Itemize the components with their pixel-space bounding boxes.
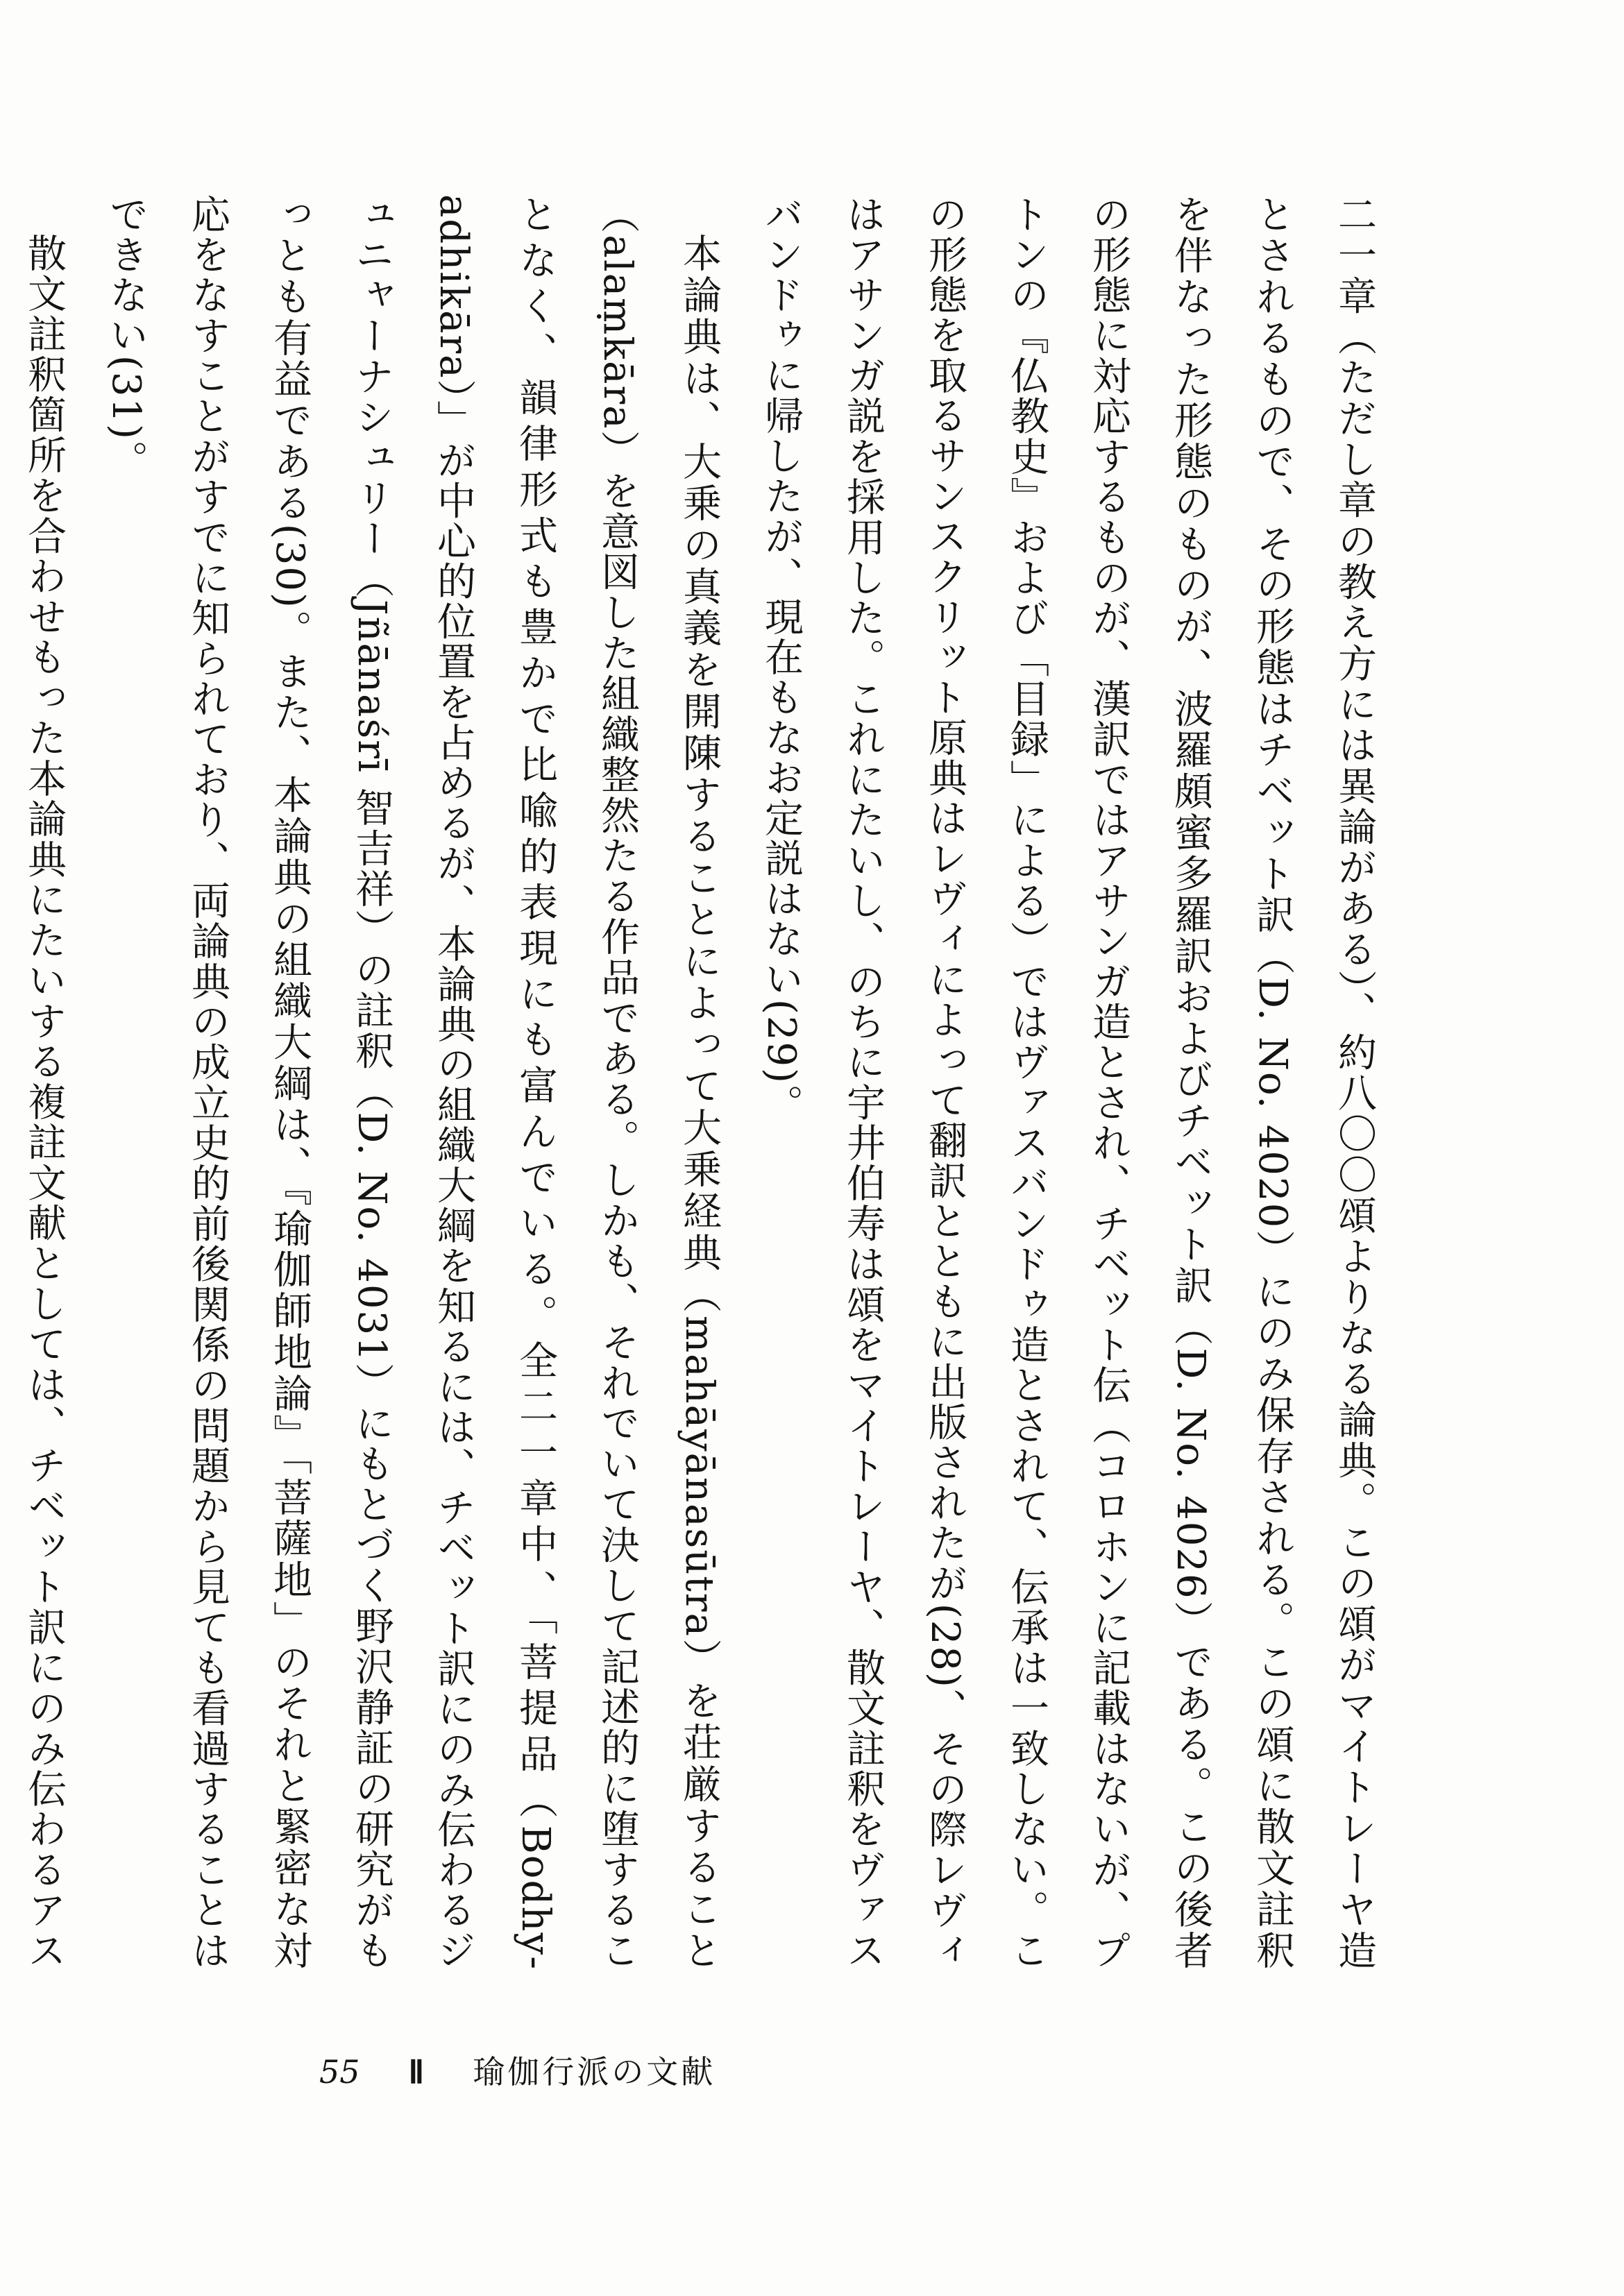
running-title: 瑜伽行派の文献 xyxy=(473,2053,716,2091)
paragraph-2: 本論典は、大乗の真義を開陳することによって大乗経典（mahāyānasūtra）を荘厳すること（alaṃkāra）を意図した組織整然たる作品である。しかも、それでいて決して記述的に堕することなく、韻律形式も豊かで比喩的表現にも富んでいる。全二一章中、「菩提品（Bodhy-adhikāra）」が中心的位置を占めるが、本論典の組織大綱を知るには、チベット訳にのみ伝わるジュニャーナシュリー（Jñānaśrī 智吉祥）の註釈（D. No. 4031）にもとづく野沢静証の研究がもっとも有益である(30)。また、本論典の組織大綱は、『瑜伽師地論』「菩薩地」のそれと緊密な対応をなすことがすでに知られており、両論典の成立史的前後関係の問題から見ても看過することはできない(31)。 xyxy=(103,194,722,1971)
page-footer xyxy=(319,2047,716,2093)
paragraph-1: 二一章（ただし章の教え方には異論がある）、約八〇〇頌よりなる論典。この頌がマイトレーヤ造とされるもので、その形態はチベット訳（D. No. 4020）にのみ保存される。この頌に散文註釈を伴なった形態のものが、波羅頗蜜多羅訳およびチベット訳（D. No. 4026）である。この後者の形態に対応するものが、漢訳ではアサンガ造とされ、チベット伝（コロホンに記載はないが、プトンの『仏教史』および「目録」による）ではヴァスバンドゥ造とされて、伝承は一致しない。この形態を取るサンスクリット原典はレヴィによって翻訳とともに出版されたが(28)、その際レヴィはアサンガ説を採用した。これにたいし、のちに宇井伯寿は頌をマイトレーヤ、散文註釈をヴァスバンドゥに帰したが、現在もなお定説はない(29)。 xyxy=(759,194,1377,1971)
body-text xyxy=(22,194,1395,1971)
part-number: Ⅱ xyxy=(408,2055,425,2090)
page-number: 55 xyxy=(319,2053,360,2091)
paragraph-3: 散文註釈箇所を合わせもった本論典にたいする複註文献としては、チベット訳にのみ伝わるアス xyxy=(22,233,67,1971)
